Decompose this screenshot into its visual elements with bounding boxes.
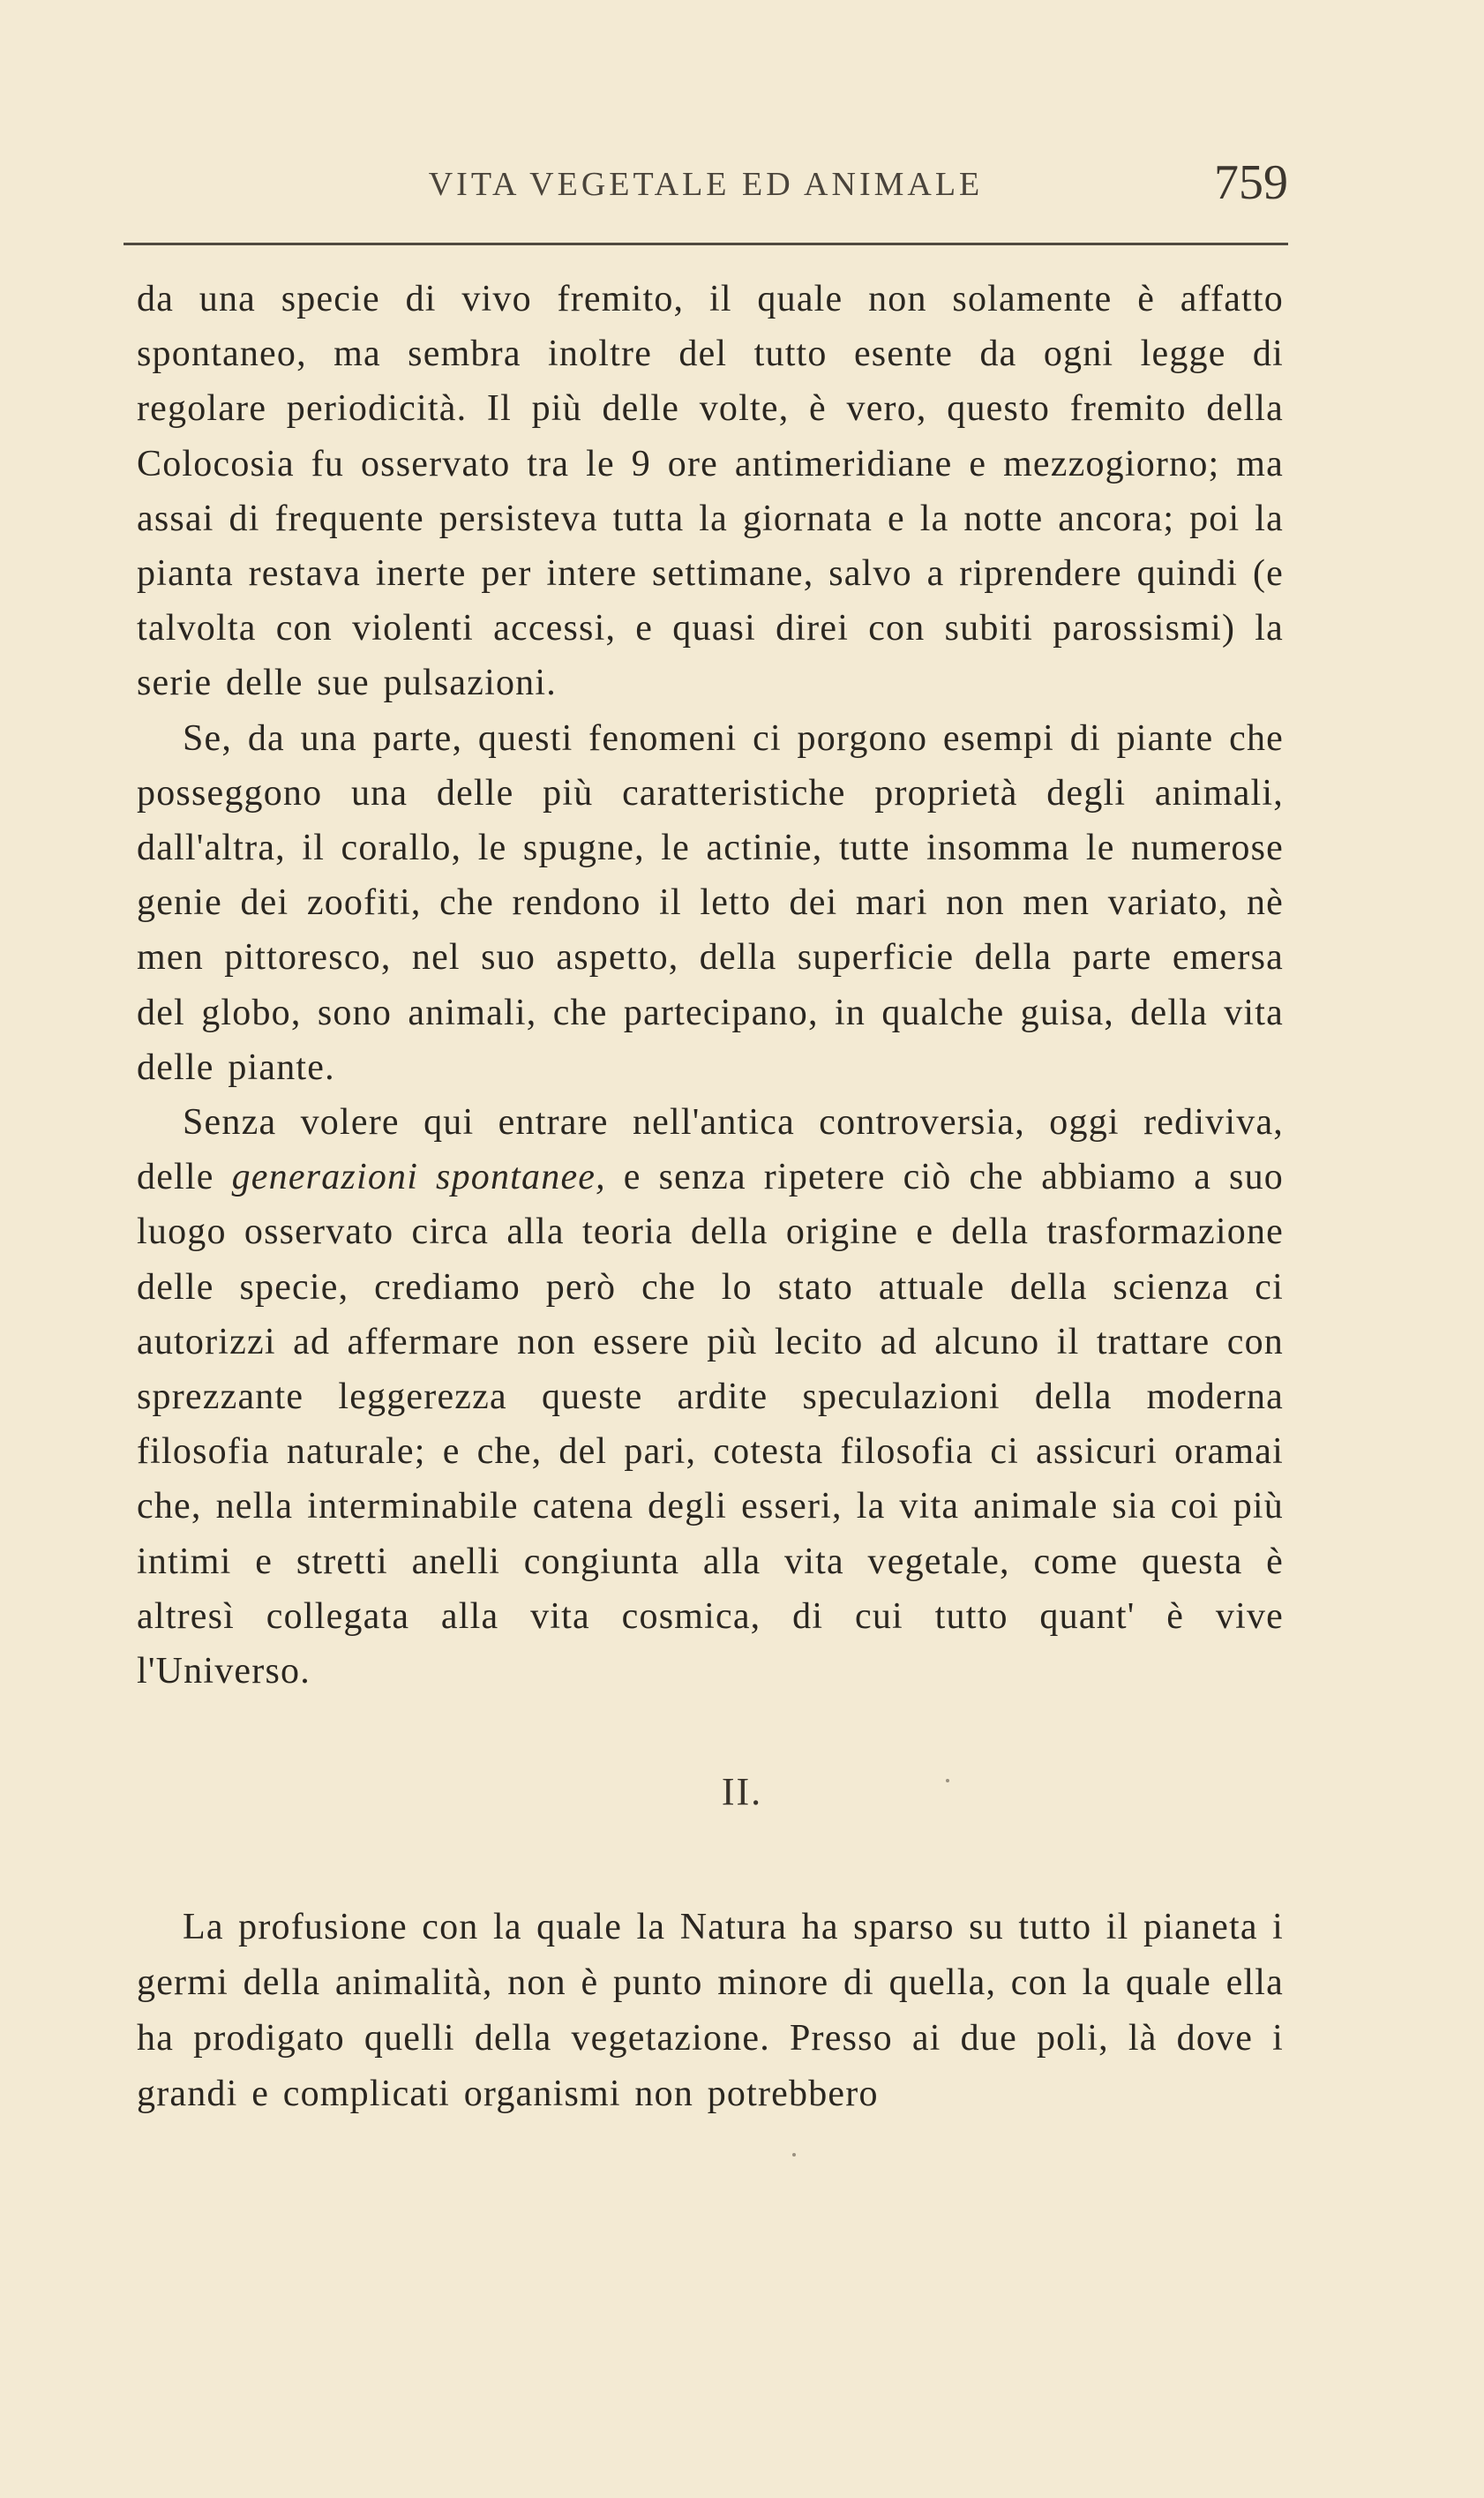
header-rule <box>124 243 1288 245</box>
section-numeral: II. <box>721 1770 763 1813</box>
running-head: VITA VEGETALE ED ANIMALE <box>428 166 984 203</box>
italic-term: generazioni spontanee, <box>231 1157 606 1198</box>
paragraph-1: da una specie di vivo fremito, il quale non solamente è affatto spontaneo, ma sembra inoltre del tutto esente da ogni legge di regolare periodicità. Il più delle volte, è vero, questo fremito della Colocosia fu osservato tra le 9 ore antimeridiane e mezzogiorno; ma assai di frequente persisteva tutta la giornata e la notte ancora; poi la pianta restava inerte per intere settimane, salvo a riprendere quindi (e talvolta con violenti accessi, e quasi direi con subiti parossismi) la serie delle sue pulsazioni. <box>137 279 1284 704</box>
paragraph-2: Se, da una parte, questi fenomeni ci porgono esempi di piante che posseggono una delle più caratteristiche proprietà degli animali, dall'altra, il corallo, le spugne, le actinie, tutte insomma le numerose genie dei zoofiti, che rendono il letto dei mari non men variato, nè men pittoresco, nel suo aspetto, della superficie della parte emersa del globo, sono animali, che partecipano, in qualche guisa, della vita delle piante. <box>137 717 1284 1088</box>
paper-speck <box>946 1779 949 1782</box>
paragraph-3 <box>137 1095 1284 1699</box>
page-number: 759 <box>1214 155 1288 210</box>
page-header <box>124 154 1288 225</box>
body-text <box>137 272 1284 1699</box>
section-paragraph: La profusione con la quale la Natura ha sparso su tutto il pianeta i germi della animalità, non è punto minore di quella, con la quale ella ha prodigato quelli della vegetazione. Presso ai due poli, là dove i grandi e complicati organismi non potrebbero <box>137 1907 1284 2114</box>
section-body <box>137 1900 1284 2122</box>
paper-speck <box>792 2153 796 2157</box>
paragraph-3-rest: e senza ripetere ciò che abbiamo a suo luogo osservato circa alla teoria della origine e della trasformazione delle specie, crediamo però che lo stato attuale della scienza ci autorizzi ad affermare non essere più lecito ad alcuno il trattare con sprezzante leggerezza queste ardite speculazioni della moderna filosofia naturale; e che, del pari, cotesta filosofia ci assicuri oramai che, nella interminabile catena degli esseri, la vita animale sia coi più intimi e stretti anelli congiunta alla vita vegetale, come questa è altresì collegata alla vita cosmica, di cui tutto quant' è vive l'Universo. <box>137 1157 1284 1692</box>
paragraph-3-start: Senza volere qui entrare nell'antica controversia, oggi rediviva, delle <box>137 1102 1284 1198</box>
